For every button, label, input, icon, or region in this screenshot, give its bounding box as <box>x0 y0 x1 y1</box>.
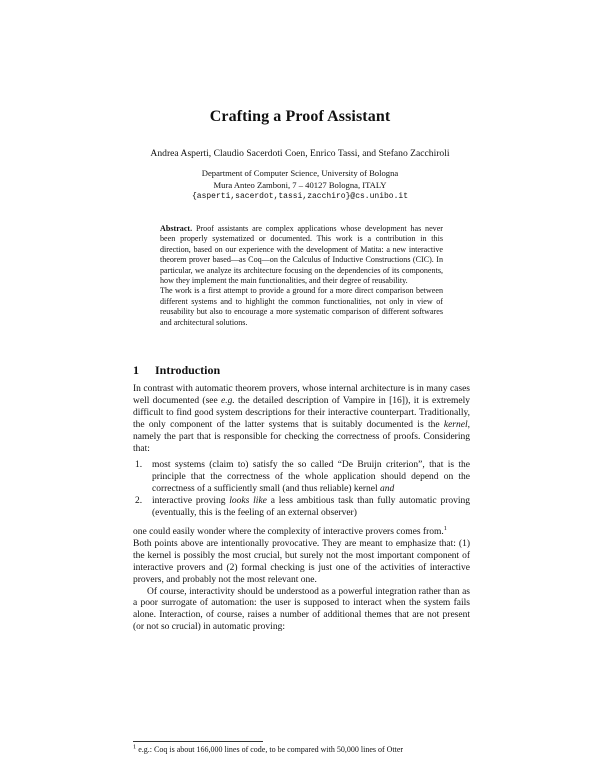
section-title: Introduction <box>155 363 221 377</box>
list-item-emphasis: and <box>380 484 395 495</box>
list-marker: 1. <box>135 460 143 471</box>
abstract-paragraph-1 <box>160 224 443 286</box>
author-emails: {asperti,sacerdot,tassi,zacchiro}@cs.unibo.it <box>191 192 409 201</box>
list-item-text: most systems (claim to) satisfy the so called “De Bruijn criterion”, that is the principle that the correctness of the whole application should depend on the correctness of a sufficiently small (and thus reliable) kernel <box>152 460 470 495</box>
list-item <box>133 460 470 496</box>
intro-paragraph-1 <box>133 384 470 455</box>
abstract <box>160 224 443 328</box>
abstract-paragraph-2: The work is a first attempt to provide a ground for a more direct comparison between different systems and to highlight the common functionalities, not only in view of reusability but also to encourage a more systematic comparison of different softwares and architectural solutions. <box>160 286 443 327</box>
footnote-reference[interactable]: 1 <box>443 524 448 532</box>
list-marker: 2. <box>135 496 143 507</box>
footnote-text: e.g.: Coq is about 166,000 lines of code, to be compared with 50,000 lines of Otter <box>138 745 404 754</box>
list-item-emphasis: looks like <box>229 496 267 507</box>
introduction-body <box>133 384 470 634</box>
intro-text: one could easily wonder where the complexity of interactive provers comes from. <box>133 526 444 537</box>
paper-title: Crafting a Proof Assistant <box>209 108 391 125</box>
abstract-text-1: Proof assistants are complex applications whose development has never been properly systematized or documented. This work is a contribution in this direction, based on our experience with the development of Matita: a new interactive theorem prover based—as Coq—on the Calculus of Inductive Constructions (CIC). In particular, we analyze its architecture focusing on the dependencies of its components, how they implement the main functionalities, and their degree of reusability. <box>160 224 443 286</box>
footnote-text-line <box>133 745 470 755</box>
footnote-rule <box>133 741 263 742</box>
abstract-label: Abstract. <box>160 224 193 233</box>
affiliation-department: Department of Computer Science, University of Bologna <box>201 168 399 178</box>
intro-text: In contrast with automatic theorem provers, whose internal architecture is in many cases well documented (see <box>133 384 470 406</box>
footnote-mark: 1 <box>133 743 137 751</box>
section-number: 1 <box>133 363 139 377</box>
intro-emphasis: e.g. <box>221 395 235 406</box>
list-item-text: a less ambitious task than fully automatic proving (eventually, this is the feeling of an external observer) <box>152 496 471 519</box>
intro-paragraph-4: Of course, interactivity should be understood as a powerful integration rather than as a poor surrogate of automation: the user is supposed to interact when the system fails alone. Interaction, of course, raises a number of additional themes that are not present (or not so crucial) in automatic proving: <box>133 586 470 633</box>
intro-text: , namely the part that is responsible for checking the correctness of proofs. Considering that: <box>133 419 470 454</box>
intro-text: the detailed description of Vampire in [16]), it is extremely difficult to find good system descriptions for their interactive counterpart. Traditionally, the only component of the latter systems that is suitably documented is the <box>133 395 470 430</box>
intro-paragraph-2 <box>133 524 470 539</box>
condition-list <box>133 460 470 520</box>
intro-emphasis: kernel <box>443 419 468 430</box>
section-heading <box>133 363 220 378</box>
list-item <box>133 496 470 520</box>
footnote <box>133 741 470 755</box>
author-list: Andrea Asperti, Claudio Sacerdoti Coen, Enrico Tassi, and Stefano Zacchiroli <box>150 148 450 159</box>
affiliation <box>0 168 600 203</box>
intro-paragraph-3: Both points above are intentionally provocative. They are meant to emphasize that: (1) the kernel is possibly the most crucial, but surely not the most important component of interactive provers and (2) formal checking is just one of the activities of interactive provers, and probably not the most relevant one. <box>133 538 470 585</box>
list-item-text: interactive proving <box>152 496 230 507</box>
affiliation-address: Mura Anteo Zamboni, 7 – 40127 Bologna, ITALY <box>213 179 387 190</box>
